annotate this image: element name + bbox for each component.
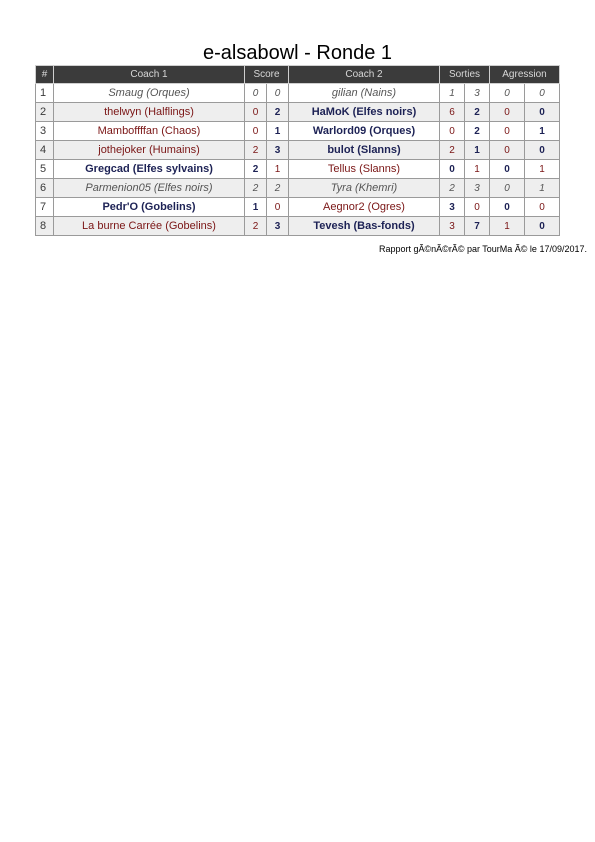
match-number: 4 xyxy=(36,141,54,160)
results-table xyxy=(35,65,560,236)
score2-cell: 0 xyxy=(267,198,289,217)
sorties1-cell: 2 xyxy=(440,179,465,198)
coach1-cell: Pedr'O (Gobelins) xyxy=(54,198,245,217)
score1-cell: 1 xyxy=(245,198,267,217)
sorties2-cell: 2 xyxy=(465,122,490,141)
table-header-row xyxy=(36,66,560,84)
sorties2-cell: 3 xyxy=(465,179,490,198)
agression2-cell: 1 xyxy=(525,179,560,198)
agression1-cell: 0 xyxy=(490,84,525,103)
match-number: 1 xyxy=(36,84,54,103)
coach1-cell: Smaug (Orques) xyxy=(54,84,245,103)
coach2-cell: Warlord09 (Orques) xyxy=(289,122,440,141)
coach2-cell: Aegnor2 (Ogres) xyxy=(289,198,440,217)
table-row xyxy=(36,160,560,179)
score2-cell: 2 xyxy=(267,103,289,122)
score2-cell: 3 xyxy=(267,217,289,236)
coach1-cell: jothejoker (Humains) xyxy=(54,141,245,160)
sorties2-cell: 7 xyxy=(465,217,490,236)
coach2-cell: gilian (Nains) xyxy=(289,84,440,103)
agression1-cell: 0 xyxy=(490,122,525,141)
agression1-cell: 0 xyxy=(490,198,525,217)
coach1-cell: Gregcad (Elfes sylvains) xyxy=(54,160,245,179)
sorties1-cell: 2 xyxy=(440,141,465,160)
sorties1-cell: 3 xyxy=(440,198,465,217)
score1-cell: 0 xyxy=(245,103,267,122)
table-body xyxy=(36,84,560,236)
sorties1-cell: 0 xyxy=(440,122,465,141)
sorties2-cell: 2 xyxy=(465,103,490,122)
header-coach1: Coach 1 xyxy=(54,66,245,84)
match-number: 5 xyxy=(36,160,54,179)
score1-cell: 2 xyxy=(245,179,267,198)
sorties2-cell: 3 xyxy=(465,84,490,103)
header-sorties: Sorties xyxy=(440,66,490,84)
sorties1-cell: 6 xyxy=(440,103,465,122)
header-agression: Agression xyxy=(490,66,560,84)
score2-cell: 0 xyxy=(267,84,289,103)
match-number: 7 xyxy=(36,198,54,217)
agression1-cell: 0 xyxy=(490,141,525,160)
report-footer: Rapport gÃ©nÃ©rÃ© par TourMa Ã© le 17/09/2017. xyxy=(379,244,587,254)
sorties1-cell: 1 xyxy=(440,84,465,103)
sorties2-cell: 1 xyxy=(465,141,490,160)
coach2-cell: Tyra (Khemri) xyxy=(289,179,440,198)
agression2-cell: 0 xyxy=(525,141,560,160)
header-num: # xyxy=(36,66,54,84)
coach1-cell: Mamboffffan (Chaos) xyxy=(54,122,245,141)
sorties1-cell: 0 xyxy=(440,160,465,179)
coach1-cell: Parmenion05 (Elfes noirs) xyxy=(54,179,245,198)
agression1-cell: 0 xyxy=(490,179,525,198)
sorties2-cell: 1 xyxy=(465,160,490,179)
table-row xyxy=(36,179,560,198)
agression1-cell: 1 xyxy=(490,217,525,236)
table-row xyxy=(36,103,560,122)
score1-cell: 2 xyxy=(245,160,267,179)
match-number: 3 xyxy=(36,122,54,141)
table-row xyxy=(36,141,560,160)
score1-cell: 0 xyxy=(245,84,267,103)
table-row xyxy=(36,84,560,103)
match-number: 8 xyxy=(36,217,54,236)
agression2-cell: 1 xyxy=(525,160,560,179)
score1-cell: 0 xyxy=(245,122,267,141)
coach1-cell: thelwyn (Halflings) xyxy=(54,103,245,122)
coach2-cell: bulot (Slanns) xyxy=(289,141,440,160)
page-title: e-alsabowl - Ronde 1 xyxy=(203,42,392,64)
sorties2-cell: 0 xyxy=(465,198,490,217)
agression2-cell: 0 xyxy=(525,198,560,217)
match-number: 6 xyxy=(36,179,54,198)
table-row xyxy=(36,198,560,217)
score2-cell: 2 xyxy=(267,179,289,198)
agression2-cell: 0 xyxy=(525,217,560,236)
coach2-cell: HaMoK (Elfes noirs) xyxy=(289,103,440,122)
coach2-cell: Tevesh (Bas-fonds) xyxy=(289,217,440,236)
header-score: Score xyxy=(245,66,289,84)
coach2-cell: Tellus (Slanns) xyxy=(289,160,440,179)
agression2-cell: 1 xyxy=(525,122,560,141)
agression2-cell: 0 xyxy=(525,103,560,122)
table-row xyxy=(36,217,560,236)
score2-cell: 3 xyxy=(267,141,289,160)
score2-cell: 1 xyxy=(267,122,289,141)
header-coach2: Coach 2 xyxy=(289,66,440,84)
agression1-cell: 0 xyxy=(490,103,525,122)
score2-cell: 1 xyxy=(267,160,289,179)
match-number: 2 xyxy=(36,103,54,122)
coach1-cell: La burne Carrée (Gobelins) xyxy=(54,217,245,236)
agression1-cell: 0 xyxy=(490,160,525,179)
score1-cell: 2 xyxy=(245,217,267,236)
table-row xyxy=(36,122,560,141)
sorties1-cell: 3 xyxy=(440,217,465,236)
agression2-cell: 0 xyxy=(525,84,560,103)
score1-cell: 2 xyxy=(245,141,267,160)
